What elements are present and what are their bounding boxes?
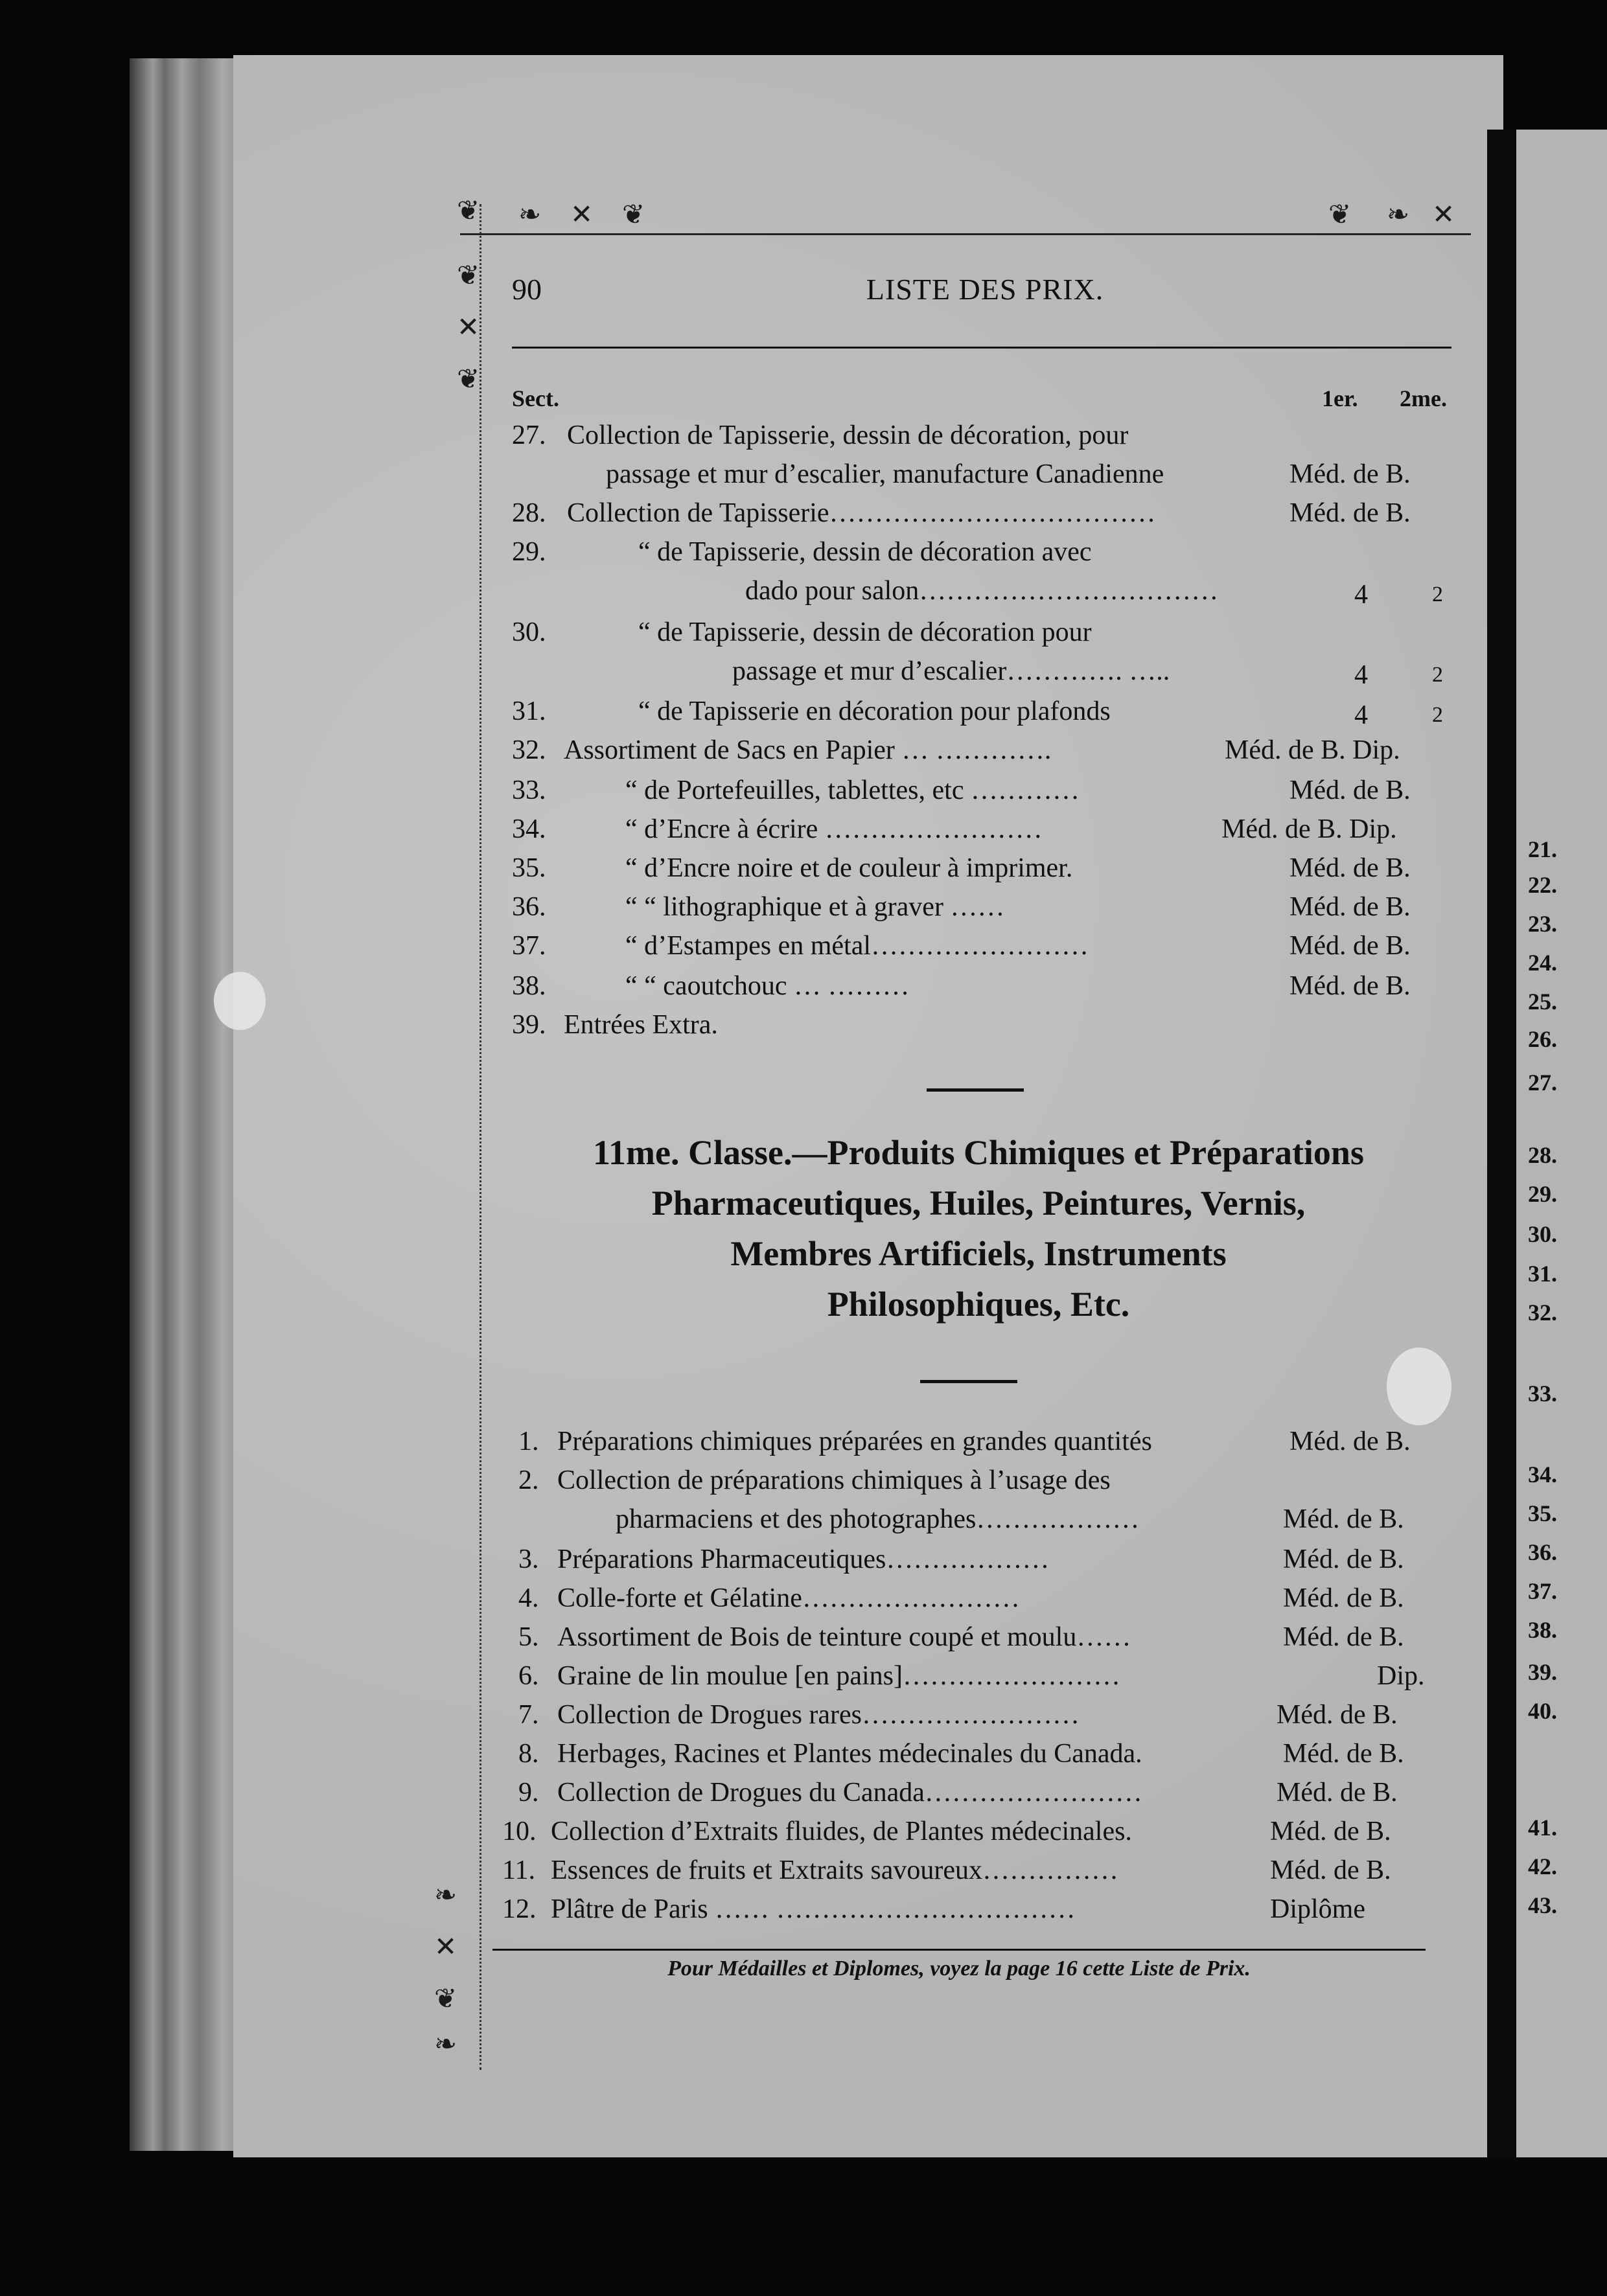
entry-label: Collection de Drogues du Canada…………………… [557,1778,1142,1808]
entry-prize: Méd. de B. [1283,1583,1404,1613]
leaf-ornament-icon: ❧ [434,2030,457,2060]
entry-label: Collection de Tapisserie, dessin de décoration, pour [567,420,1129,450]
entry-label: “ de Tapisserie, dessin de décoration avec [638,537,1092,567]
leaf-ornament-icon: ✕ [1432,200,1455,230]
entry-number: 2. [518,1465,539,1495]
entry-prize: Méd. de B. [1270,1855,1391,1885]
entry-number: 33. [512,775,546,805]
entry-number: 7. [518,1700,539,1730]
entry-label: Collection de préparations chimiques à l’usage des [557,1465,1111,1495]
entry-number: 39. [512,1010,546,1040]
facing-entry-number: 27. [1528,1070,1557,1096]
leaf-ornament-icon: ❦ [622,200,645,230]
col-first: 1er. [1322,385,1358,411]
entry-prize: Méd. de B. [1283,1739,1404,1769]
ornamental-border-top [460,201,1471,235]
entry-label: “ “ caoutchouc … ……… [625,971,910,1001]
facing-entry-number: 38. [1528,1617,1557,1643]
ornamental-border-left [454,204,481,2070]
col-sect: Sect. [512,385,559,411]
entry-first-prize: 4 [1354,660,1368,690]
entry-number: 3. [518,1544,539,1574]
facing-entry-number: 35. [1528,1500,1557,1526]
entry-number: 1. [518,1427,539,1456]
entry-label: “ d’Encre noire et de couleur à imprimer. [625,853,1073,883]
entry-label: “ de Tapisserie en décoration pour plafonds [638,696,1111,726]
book-edge [130,58,246,2151]
leaf-ornament-icon: ❦ [1328,200,1352,230]
facing-entry-number: 40. [1528,1698,1557,1724]
entry-number: 5. [518,1622,539,1652]
entry-label: Colle-forte et Gélatine…………………… [557,1583,1020,1613]
entry-label: “ d’Estampes en métal…………………… [625,931,1089,961]
class-heading-line: Pharmaceutiques, Huiles, Peintures, Vernis, [651,1184,1306,1223]
entry-prize: Dip. [1377,1661,1425,1691]
entry-label: Préparations chimiques préparées en grandes quantités [557,1427,1152,1456]
entry-number: 31. [512,696,546,726]
header-rule [512,347,1451,349]
entry-number: 37. [512,931,546,961]
leaf-ornament-icon: ❦ [457,196,480,226]
facing-entry-number: 36. [1528,1539,1557,1565]
leaf-ornament-icon: ✕ [434,1933,457,1962]
entry-prize: Diplôme [1270,1894,1365,1924]
facing-entry-number: 28. [1528,1142,1557,1168]
entry-prize: Méd. de B. [1270,1817,1391,1846]
entry-label: Plâtre de Paris …… …………………………… [551,1894,1076,1924]
facing-entry-number: 37. [1528,1578,1557,1604]
class-heading-line: Membres Artificiels, Instruments [730,1234,1227,1273]
entry-second-prize: 2 [1432,582,1443,606]
entry-prize: Méd. de B. [1289,892,1411,922]
entry-number: 8. [518,1739,539,1769]
entry-number: 6. [518,1661,539,1691]
scan-border [0,2157,1607,2296]
entry-label: Essences de fruits et Extraits savoureux…………… [551,1855,1118,1885]
facing-entry-number: 33. [1528,1381,1557,1406]
entry-number: 27. [512,420,546,450]
entry-prize: Méd. de B. [1289,931,1411,961]
entry-label-cont: dado pour salon…………………………… [745,576,1219,606]
footer-rule [492,1949,1426,1951]
facing-entry-number: 32. [1528,1300,1557,1326]
facing-entry-number: 34. [1528,1462,1557,1487]
entry-prize: Méd. de B. Dip. [1225,735,1400,765]
running-head [512,272,1458,317]
entry-prize: Méd. de B. [1283,1504,1404,1534]
facing-entry-number: 22. [1528,872,1557,898]
entry-label: Graine de lin moulue [en pains]…………………… [557,1661,1120,1691]
leaf-ornament-icon: ✕ [457,313,480,343]
entry-prize: Méd. de B. Dip. [1221,814,1397,844]
entry-number: 11. [502,1855,535,1885]
leaf-ornament-icon: ❧ [1387,200,1410,230]
facing-entry-number: 26. [1528,1026,1557,1052]
section-divider [927,1088,1024,1092]
entry-number: 38. [512,971,546,1001]
entry-label: Préparations Pharmaceutiques……………… [557,1544,1050,1574]
entry-label-cont: passage et mur d’escalier, manufacture Canadienne [606,459,1164,489]
facing-entry-number: 29. [1528,1181,1557,1207]
entry-prize: Méd. de B. [1283,1622,1404,1652]
entry-first-prize: 4 [1354,700,1368,730]
entry-prize: Méd. de B. [1289,459,1411,489]
entry-label: Assortiment de Bois de teinture coupé et moulu…… [557,1622,1131,1652]
entry-label: “ de Tapisserie, dessin de décoration pour [638,617,1092,647]
page-title: LISTE DES PRIX. [866,273,1104,306]
entry-label: Collection de Drogues rares…………………… [557,1700,1080,1730]
entry-label: Entrées Extra. [564,1010,718,1040]
leaf-ornament-icon: ❧ [434,1881,457,1911]
leaf-ornament-icon: ❦ [457,261,480,291]
entry-number: 12. [502,1894,537,1924]
entry-prize: Méd. de B. [1289,971,1411,1001]
entry-label: Collection de Tapisserie……………………………… [567,498,1156,528]
entry-prize: Méd. de B. [1289,853,1411,883]
class-heading-line: 11me. Classe.—Produits Chimiques et Préparations [593,1133,1364,1172]
entry-number: 10. [502,1817,537,1846]
entry-number: 34. [512,814,546,844]
entry-label: Herbages, Racines et Plantes médecinales du Canada. [557,1739,1142,1769]
facing-entry-number: 31. [1528,1261,1557,1287]
entry-number: 29. [512,537,546,567]
entry-number: 4. [518,1583,539,1613]
facing-entry-number: 25. [1528,989,1557,1015]
entry-prize: Méd. de B. [1277,1700,1398,1730]
entry-number: 32. [512,735,546,765]
entry-number: 9. [518,1778,539,1808]
entry-second-prize: 2 [1432,703,1443,727]
facing-entry-number: 24. [1528,950,1557,976]
entry-number: 28. [512,498,546,528]
entry-label: Assortiment de Sacs en Papier … …………. [564,735,1052,765]
book-gutter [1487,130,1516,2177]
entry-label-cont: pharmaciens et des photographes……………… [616,1504,1140,1534]
entry-label: “ “ lithographique et à graver …… [625,892,1005,922]
facing-entry-number: 30. [1528,1221,1557,1247]
entry-prize: Méd. de B. [1277,1778,1398,1808]
leaf-ornament-icon: ❦ [434,1984,457,2014]
class-heading-line: Philosophiques, Etc. [827,1285,1130,1324]
entry-label: “ d’Encre à écrire …………………… [625,814,1043,844]
entry-first-prize: 4 [1354,580,1368,610]
page-number: 90 [512,273,542,306]
leaf-ornament-icon: ✕ [570,200,594,230]
entry-label-cont: passage et mur d’escalier…………. ….. [732,656,1170,686]
entry-prize: Méd. de B. [1289,775,1411,805]
class-heading [492,1127,1464,1329]
facing-entry-number: 42. [1528,1854,1557,1879]
entry-number: 30. [512,617,546,647]
entry-prize: Méd. de B. [1289,498,1411,528]
paper-stain [214,972,266,1030]
entry-label: “ de Portefeuilles, tablettes, etc ………… [625,775,1080,805]
entry-prize: Méd. de B. [1289,1427,1411,1456]
facing-entry-number: 23. [1528,911,1557,937]
facing-entry-number: 41. [1528,1815,1557,1841]
entry-number: 36. [512,892,546,922]
paper-stain [1387,1348,1451,1425]
entry-number: 35. [512,853,546,883]
leaf-ornament-icon: ❦ [457,365,480,395]
section-divider [920,1380,1017,1383]
facing-entry-number: 43. [1528,1892,1557,1918]
leaf-ornament-icon: ❧ [518,200,542,230]
entry-prize: Méd. de B. [1283,1544,1404,1574]
entry-second-prize: 2 [1432,663,1443,687]
entry-label: Collection d’Extraits fluides, de Plantes médecinales. [551,1817,1132,1846]
facing-entry-number: 21. [1528,836,1557,862]
col-second: 2me. [1400,385,1447,411]
facing-entry-number: 39. [1528,1659,1557,1685]
footnote: Pour Médailles et Diplomes, voyez la page 16 cette Liste de Prix. [667,1957,1251,1980]
